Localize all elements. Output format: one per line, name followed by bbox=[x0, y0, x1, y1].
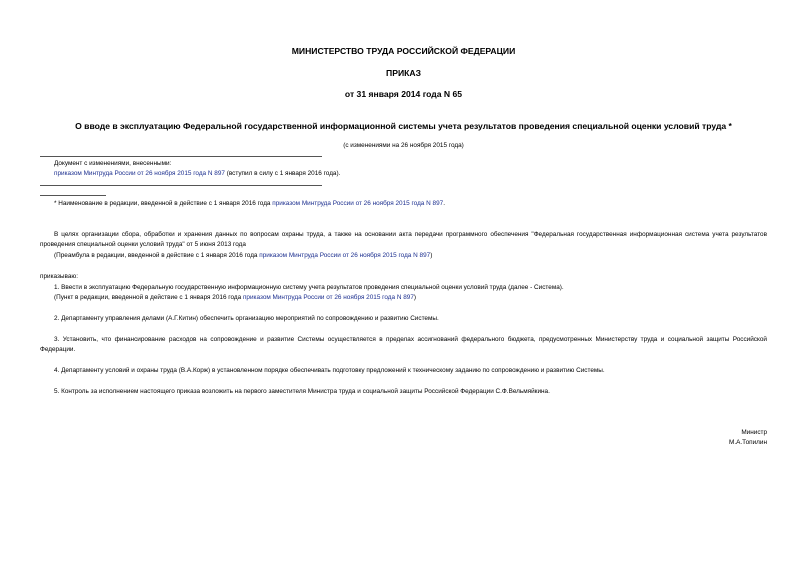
preamble-note-text: (Преамбула в редакции, введенной в действие с 1 января 2016 года bbox=[54, 252, 260, 259]
item-1-note-tail: ) bbox=[413, 294, 417, 301]
document-type: ПРИКАЗ bbox=[386, 68, 421, 78]
divider bbox=[40, 185, 322, 186]
document-title: О вводе в эксплуатацию Федеральной государственной информационной системы учета результатов проведения специальной оценки условий труда * bbox=[75, 121, 732, 131]
item-1-note-text: (Пункт в редакции, введенной в действие с 1 января 2016 года bbox=[54, 294, 243, 301]
footnote-divider bbox=[40, 195, 106, 196]
amendment-link[interactable]: приказом Минтруда России от 26 ноября 2015 года N 897 bbox=[54, 170, 225, 177]
preamble-note-tail: ) bbox=[430, 252, 433, 259]
ministry-heading: МИНИСТЕРСТВО ТРУДА РОССИЙСКОЙ ФЕДЕРАЦИИ bbox=[291, 46, 516, 56]
item-3: 3. Установить, что финансирование расходов на сопровождение и развитие Системы осуществляется в пределах ассигнований федерального бюджета, предусмотренных Министерству труда и социальной защиты Российской Федерации. bbox=[40, 336, 767, 353]
order-word: приказываю: bbox=[40, 273, 78, 280]
signature-name: М.А.Топилин bbox=[729, 439, 767, 446]
changes-note-tail: (вступил в силу с 1 января 2016 года). bbox=[224, 170, 341, 177]
item-5: 5. Контроль за исполнением настоящего приказа возложить на первого заместителя Министра труда и социальной защиты Российской Федерации С.Ф.Вельмяйкина. bbox=[54, 388, 550, 395]
changes-note-label: Документ с изменениями, внесенными: bbox=[54, 160, 172, 167]
footnote-link[interactable]: приказом Минтруда России от 26 ноября 2015 года N 897 bbox=[272, 200, 444, 207]
preamble-note-link[interactable]: приказом Минтруда России от 26 ноября 2015 года N 897 bbox=[259, 252, 431, 259]
footnote bbox=[54, 199, 445, 209]
signature-position: Министр bbox=[741, 429, 767, 436]
document-date-number: от 31 января 2014 года N 65 bbox=[344, 89, 463, 99]
preamble-note bbox=[54, 251, 432, 261]
item-4: 4. Департаменту условий и охраны труда (В.А.Корж) в установленном порядке обеспечивать подготовку предложений к техническому заданию по сопровождению и развитию Системы. bbox=[54, 367, 605, 374]
footnote-tail: . bbox=[443, 200, 445, 207]
amended-note: (с изменениями на 26 ноября 2015 года) bbox=[343, 142, 464, 149]
item-1-note-link[interactable]: приказом Минтруда России от 26 ноября 2015 года N 897 bbox=[242, 294, 414, 301]
item-1-note bbox=[54, 293, 416, 303]
preamble-text: В целях организации сбора, обработки и хранения данных по вопросам охраны труда, а также на основании акта передачи программного обеспечения "Федеральная государственная информационная система учета результатов проведения специальной оценки условий труда" от 5 июня 2013 года bbox=[40, 231, 767, 248]
item-1: 1. Ввести в эксплуатацию Федеральную государственную информационную систему учета результатов проведения специальной оценки условий труда (далее - Система). bbox=[54, 284, 564, 291]
divider bbox=[40, 156, 322, 157]
changes-note bbox=[54, 169, 340, 179]
item-2: 2. Департаменту управления делами (А.Г.Китин) обеспечить организацию мероприятий по сопровождению и развитию Системы. bbox=[54, 315, 439, 322]
footnote-text: * Наименование в редакции, введенной в действие с 1 января 2016 года bbox=[54, 200, 273, 207]
